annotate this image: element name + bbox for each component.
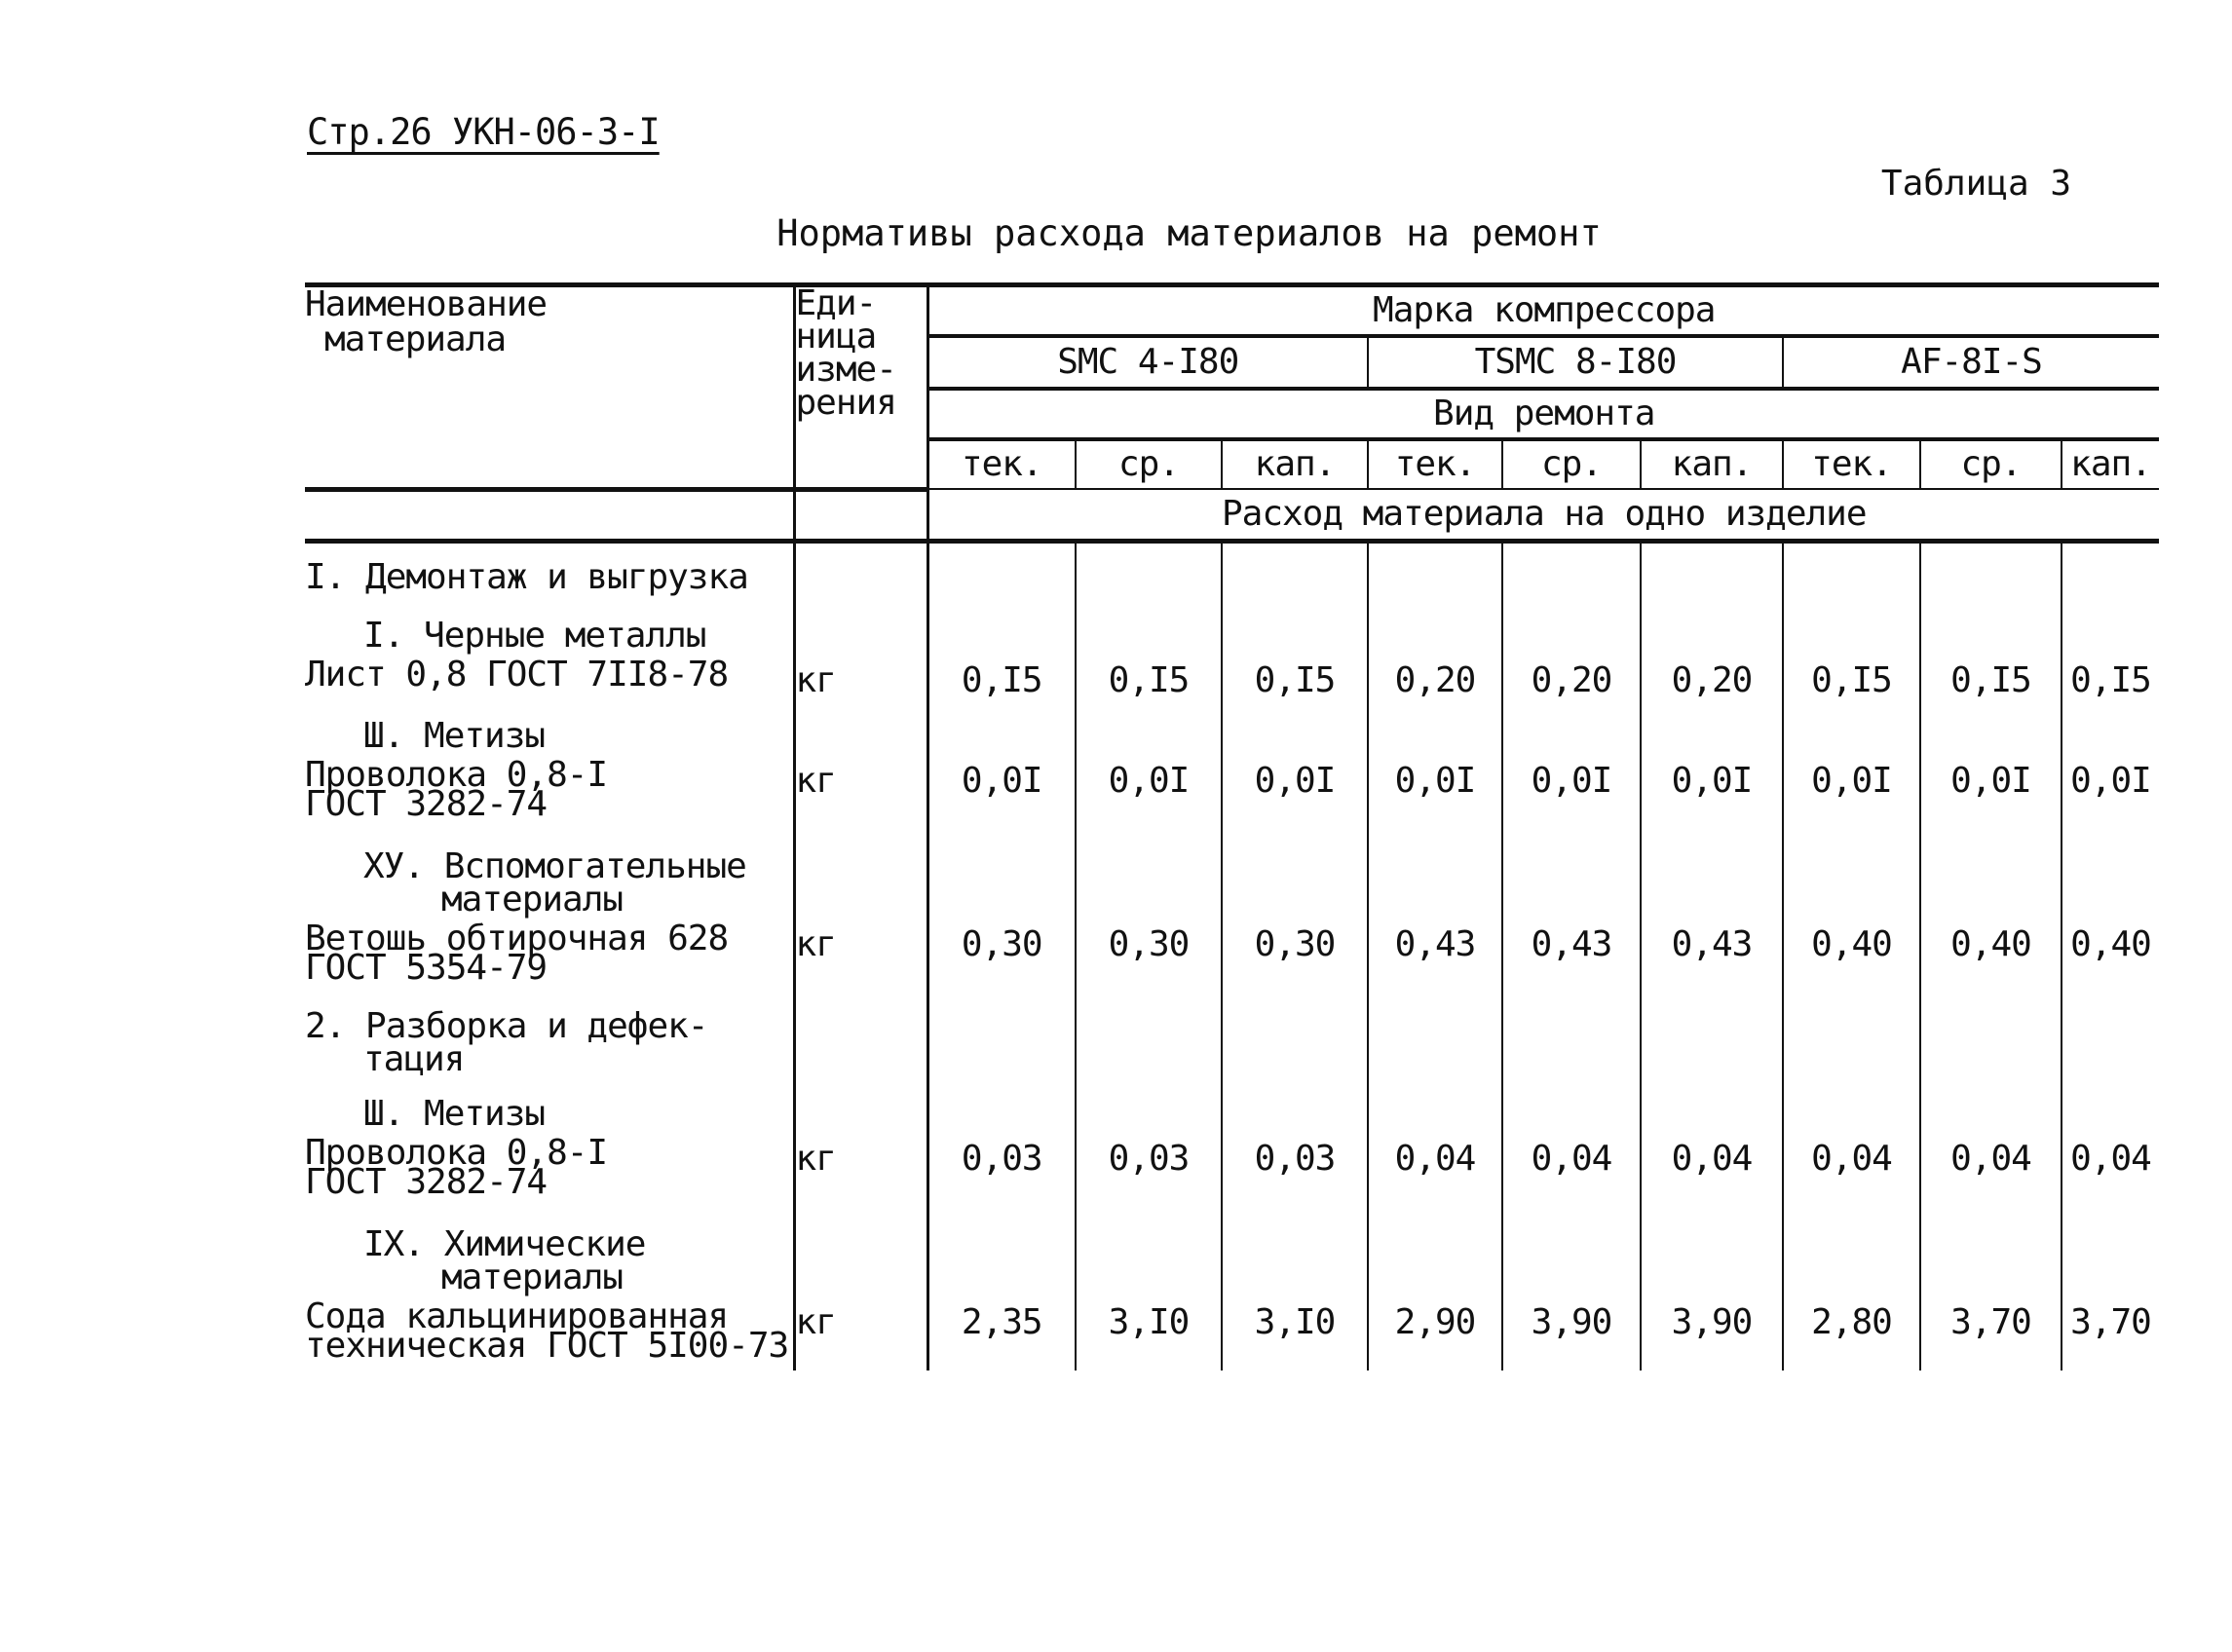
subsection-title: I. Черные металлы bbox=[363, 616, 706, 656]
value-cell: 0,04 bbox=[1783, 1131, 1920, 1207]
header-unit-line3: изме- bbox=[795, 350, 896, 390]
material-name-line2: ГОСТ 5354-79 bbox=[305, 948, 548, 988]
table-row bbox=[305, 1295, 2159, 1370]
header-name-line2: материала bbox=[324, 319, 507, 359]
value-cell: 0,20 bbox=[1641, 653, 1783, 710]
table-body bbox=[305, 542, 2159, 1371]
header-unit-line4: рения bbox=[795, 383, 896, 423]
value-cell: 0,30 bbox=[1222, 917, 1368, 993]
value-cell: 3,I0 bbox=[1222, 1295, 1368, 1370]
header-name bbox=[305, 285, 794, 490]
material-name-line1: Ветошь обтирочная 628 bbox=[305, 919, 729, 958]
value-cell: 3,70 bbox=[2070, 1302, 2151, 1342]
subsection-row bbox=[305, 829, 2159, 917]
header-unit-line2: ница bbox=[795, 317, 877, 357]
value-cell: 0,I5 bbox=[1783, 653, 1920, 710]
header-name-line1: Наименование bbox=[305, 284, 548, 324]
value-cell: 0,I5 bbox=[927, 653, 1076, 710]
material-name bbox=[305, 1131, 794, 1207]
unit-cell: кг bbox=[794, 653, 927, 710]
subsection-title bbox=[305, 1207, 794, 1295]
header-unit-filler bbox=[794, 489, 927, 542]
material-name-line2: ГОСТ 3282-74 bbox=[305, 784, 548, 824]
value-cell: 0,0I bbox=[1368, 753, 1502, 829]
material-name bbox=[305, 917, 794, 993]
unit-cell: кг bbox=[794, 753, 927, 829]
material-name bbox=[305, 1295, 794, 1370]
value-cell: 0,0I bbox=[1076, 753, 1222, 829]
page-header: Стр.26 УКН-06-3-I bbox=[307, 111, 660, 153]
header-kind-9: кап. bbox=[2062, 439, 2159, 489]
section-row bbox=[305, 542, 2159, 611]
subsection-row bbox=[305, 710, 2159, 753]
section-title bbox=[305, 993, 794, 1079]
header-unit-line1: Еди- bbox=[795, 283, 877, 323]
header-model-3: AF-8I-S bbox=[1783, 336, 2159, 389]
table-title: Нормативы расхода материалов на ремонт bbox=[776, 212, 1602, 254]
header-consumption: Расход материала на одно изделие bbox=[927, 489, 2159, 542]
material-name-line1: Проволока 0,8-I bbox=[305, 1133, 608, 1173]
header-kind-8: ср. bbox=[1920, 439, 2062, 489]
header-repair-kind: Вид ремонта bbox=[927, 389, 2159, 439]
material-name-line2: техническая ГОСТ 5I00-73 bbox=[305, 1326, 789, 1366]
value-cell: 0,03 bbox=[927, 1131, 1076, 1207]
value-cell: 2,35 bbox=[927, 1295, 1076, 1370]
value-cell: 0,04 bbox=[1641, 1131, 1783, 1207]
value-cell: 2,90 bbox=[1368, 1295, 1502, 1370]
header-name-filler bbox=[305, 489, 794, 542]
subsection-title-line2: материалы bbox=[441, 1258, 624, 1297]
subsection-title: Ш. Метизы bbox=[363, 716, 546, 756]
unit-cell: кг bbox=[794, 1131, 927, 1207]
value-cell: 0,30 bbox=[1076, 917, 1222, 993]
value-cell: 0,03 bbox=[1222, 1131, 1368, 1207]
value-cell: 0,04 bbox=[1502, 1131, 1641, 1207]
value-cell: 0,I5 bbox=[2070, 660, 2151, 700]
section-title-line2: тация bbox=[363, 1039, 465, 1079]
material-name-line2: ГОСТ 3282-74 bbox=[305, 1162, 548, 1202]
value-cell: 3,90 bbox=[1502, 1295, 1641, 1370]
norms-table bbox=[305, 282, 2159, 1370]
value-cell: 0,0I bbox=[1641, 753, 1783, 829]
value-cell: 0,04 bbox=[1920, 1131, 2062, 1207]
subsection-row bbox=[305, 610, 2159, 653]
value-cell: 3,I0 bbox=[1076, 1295, 1222, 1370]
table-row bbox=[305, 917, 2159, 993]
value-cell: 0,20 bbox=[1502, 653, 1641, 710]
table-row bbox=[305, 753, 2159, 829]
value-cell: 0,0I bbox=[1222, 753, 1368, 829]
header-kind-2: ср. bbox=[1076, 439, 1222, 489]
value-cell: 0,I5 bbox=[1920, 653, 2062, 710]
header-brand: Марка компрессора bbox=[927, 285, 2159, 337]
value-cell: 0,43 bbox=[1502, 917, 1641, 993]
unit-cell: кг bbox=[794, 1295, 927, 1370]
value-cell: 0,40 bbox=[2070, 924, 2151, 964]
value-cell: 2,80 bbox=[1783, 1295, 1920, 1370]
value-cell: 0,20 bbox=[1368, 653, 1502, 710]
value-cell: 0,40 bbox=[1783, 917, 1920, 993]
value-cell: 0,43 bbox=[1368, 917, 1502, 993]
material-name-line1: Проволока 0,8-I bbox=[305, 755, 608, 795]
value-cell: 0,0I bbox=[1502, 753, 1641, 829]
table-row bbox=[305, 653, 2159, 710]
header-model-1: SMC 4-I80 bbox=[927, 336, 1368, 389]
material-name bbox=[305, 753, 794, 829]
header-kind-4: тек. bbox=[1368, 439, 1502, 489]
header-model-2: TSMC 8-I80 bbox=[1368, 336, 1783, 389]
subsection-title: Ш. Метизы bbox=[363, 1094, 546, 1134]
value-cell: 0,43 bbox=[1641, 917, 1783, 993]
header-kind-3: кап. bbox=[1222, 439, 1368, 489]
subsection-title bbox=[305, 829, 794, 920]
subsection-row bbox=[305, 1076, 2159, 1131]
header-kind-6: кап. bbox=[1641, 439, 1783, 489]
table-row bbox=[305, 1131, 2159, 1207]
value-cell: 0,04 bbox=[2070, 1139, 2151, 1179]
header-kind-7: тек. bbox=[1783, 439, 1920, 489]
value-cell: 0,I5 bbox=[1222, 653, 1368, 710]
value-cell: 0,40 bbox=[1920, 917, 2062, 993]
value-cell: 3,90 bbox=[1641, 1295, 1783, 1370]
value-cell: 0,I5 bbox=[1076, 653, 1222, 710]
value-cell: 0,03 bbox=[1076, 1131, 1222, 1207]
table-label: Таблица 3 bbox=[1880, 164, 2071, 204]
subsection-title-line1: IX. Химические bbox=[363, 1224, 646, 1264]
header-unit bbox=[794, 285, 927, 490]
subsection-title-line1: ХУ. Вспомогательные bbox=[363, 846, 746, 886]
section-title: I. Демонтаж и выгрузка bbox=[305, 557, 748, 597]
value-cell: 3,70 bbox=[1920, 1295, 2062, 1370]
value-cell: 0,04 bbox=[1368, 1131, 1502, 1207]
value-cell: 0,0I bbox=[1783, 753, 1920, 829]
header-kind-1: тек. bbox=[927, 439, 1076, 489]
header-kind-5: ср. bbox=[1502, 439, 1641, 489]
material-name: Лист 0,8 ГОСТ 7II8-78 bbox=[305, 655, 729, 695]
subsection-title-line2: материалы bbox=[441, 880, 624, 920]
value-cell: 0,0I bbox=[927, 753, 1076, 829]
section-row bbox=[305, 993, 2159, 1076]
value-cell: 0,0I bbox=[1920, 753, 2062, 829]
material-name-line1: Сода кальцинированная bbox=[305, 1296, 729, 1336]
section-title-line1: 2. Разборка и дефек- bbox=[305, 1006, 708, 1046]
subsection-row bbox=[305, 1207, 2159, 1295]
value-cell: 0,30 bbox=[927, 917, 1076, 993]
value-cell: 0,0I bbox=[2070, 761, 2151, 801]
unit-cell: кг bbox=[794, 917, 927, 993]
